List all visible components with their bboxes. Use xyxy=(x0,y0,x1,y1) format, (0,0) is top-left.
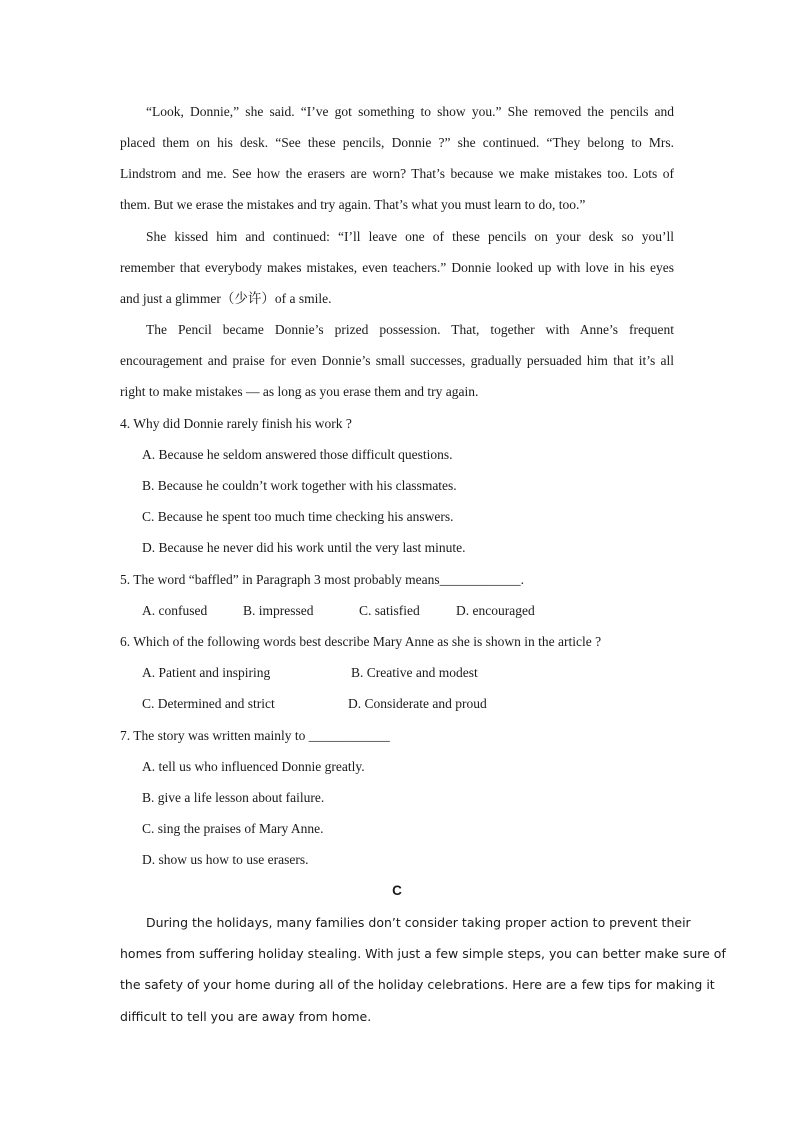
question-6-option-d: D. Considerate and proud xyxy=(348,696,487,711)
question-5-option-d: D. encouraged xyxy=(456,603,535,618)
question-5-option-b: B. impressed xyxy=(243,603,314,618)
question-7-option-a: A. tell us who influenced Donnie greatly. xyxy=(142,759,365,774)
paragraph-line: During the holidays, many families don’t consider taking proper action to prevent their xyxy=(146,915,691,930)
question-5-option-a: A. confused xyxy=(142,603,208,618)
question-7-option-c: C. sing the praises of Mary Anne. xyxy=(142,821,324,836)
paragraph-line: Lindstrom and me. See how the erasers are worn? That’s because we make mistakes too. Lots of xyxy=(120,166,674,181)
question-4-option-b: B. Because he couldn’t work together with his classmates. xyxy=(142,478,457,493)
question-7-option-d: D. show us how to use erasers. xyxy=(142,852,309,867)
question-6-option-a: A. Patient and inspiring xyxy=(142,665,271,680)
question-4-stem: 4. Why did Donnie rarely finish his work ? xyxy=(120,416,352,431)
question-7-stem: 7. The story was written mainly to ____________ xyxy=(120,728,390,743)
paragraph-line: the safety of your home during all of the holiday celebrations. Here are a few tips for making it xyxy=(120,977,715,992)
paragraph-line: “Look, Donnie,” she said. “I’ve got something to show you.” She removed the pencils and xyxy=(146,104,674,119)
question-4-option-a: A. Because he seldom answered those difficult questions. xyxy=(142,447,453,462)
paragraph-line: homes from suffering holiday stealing. With just a few simple steps, you can better make sure of xyxy=(120,946,726,961)
paragraph-line: difficult to tell you are away from home. xyxy=(120,1009,372,1024)
paragraph-line: remember that everybody makes mistakes, even teachers.” Donnie looked up with love in his eyes xyxy=(120,260,674,275)
question-5-option-c: C. satisfied xyxy=(359,603,420,618)
question-4-option-d: D. Because he never did his work until the very last minute. xyxy=(142,540,466,555)
paragraph-line: right to make mistakes — as long as you erase them and try again. xyxy=(120,384,479,399)
question-5-stem: 5. The word “baffled” in Paragraph 3 most probably means____________. xyxy=(120,572,525,587)
paragraph-line: She kissed him and continued: “I’ll leave one of these pencils on your desk so you’ll xyxy=(146,229,674,244)
question-6-option-c: C. Determined and strict xyxy=(142,696,275,711)
paragraph-line: and just a glimmer（少许）of a smile. xyxy=(120,291,332,306)
question-6-stem: 6. Which of the following words best describe Mary Anne as she is shown in the article ? xyxy=(120,634,602,649)
paragraph-line: encouragement and praise for even Donnie’s small successes, gradually persuaded him that it’s all xyxy=(120,353,674,368)
section-heading: C xyxy=(392,883,402,898)
paragraph-line: them. But we erase the mistakes and try again. That’s what you must learn to do, too.” xyxy=(120,197,586,212)
question-6-option-b: B. Creative and modest xyxy=(351,665,478,680)
paragraph-line: placed them on his desk. “See these pencils, Donnie ?” she continued. “They belong to Mrs. xyxy=(120,135,674,150)
question-4-option-c: C. Because he spent too much time checking his answers. xyxy=(142,509,454,524)
question-7-option-b: B. give a life lesson about failure. xyxy=(142,790,325,805)
paragraph-line: The Pencil became Donnie’s prized possession. That, together with Anne’s frequent xyxy=(146,322,674,337)
